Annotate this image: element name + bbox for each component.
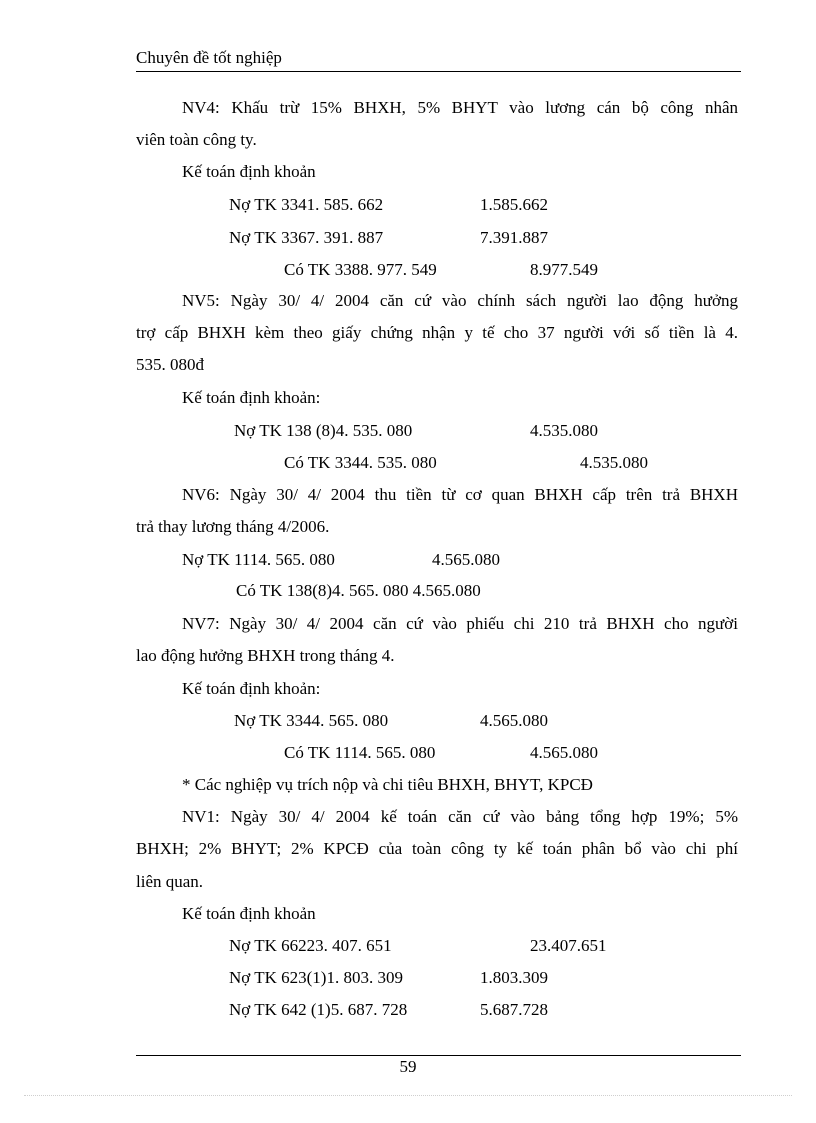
paragraph-line: 535. 080đ — [136, 355, 204, 374]
paragraph-line: NV7: Ngày 30/ 4/ 2004 căn cứ vào phiếu chi 210 trả BHXH cho người — [182, 614, 738, 633]
entry-account: Nợ TK 3341. 585. 662 — [229, 195, 384, 214]
entry-amount: 4.565.080 — [432, 550, 500, 569]
entry-account: Có TK 3388. 977. 549 — [284, 260, 437, 279]
entry-account: Nợ TK 3344. 565. 080 — [234, 711, 389, 730]
paragraph-line: Kế toán định khoản — [182, 904, 316, 923]
paragraph-line: NV4: Khấu trừ 15% BHXH, 5% BHYT vào lương cán bộ công nhân — [182, 98, 738, 117]
entry-account: Nợ TK 66223. 407. 651 — [229, 936, 392, 955]
paragraph-line: liên quan. — [136, 872, 204, 891]
paragraph-line: NV1: Ngày 30/ 4/ 2004 kế toán căn cứ vào bảng tổng hợp 19%; 5% — [182, 807, 738, 826]
entry-amount: 4.565.080 — [480, 711, 548, 730]
entry-amount: 1.585.662 — [480, 195, 548, 214]
entry-account: Nợ TK 138 (8)4. 535. 080 — [234, 421, 413, 440]
entry-amount: 4.565.080 — [530, 743, 598, 762]
entry-amount: 4.535.080 — [530, 421, 598, 440]
paragraph-line: Kế toán định khoản: — [182, 679, 321, 698]
page-header-title: Chuyên đề tốt nghiệp — [136, 48, 282, 67]
entry-amount: 8.977.549 — [530, 260, 598, 279]
paragraph-line: BHXH; 2% BHYT; 2% KPCĐ của toàn công ty kế toán phân bổ vào chi phí — [136, 839, 738, 858]
footer-rule — [136, 1055, 741, 1056]
page-bottom-border — [24, 1095, 792, 1096]
section-heading: * Các nghiệp vụ trích nộp và chi tiêu BHXH, BHYT, KPCĐ — [182, 775, 593, 794]
entry-amount: 23.407.651 — [530, 936, 607, 955]
paragraph-line: NV5: Ngày 30/ 4/ 2004 căn cứ vào chính sách người lao động hưởng — [182, 291, 738, 310]
paragraph-line: trả thay lương tháng 4/2006. — [136, 517, 330, 536]
entry-account: Nợ TK 642 (1)5. 687. 728 — [229, 1000, 408, 1019]
paragraph-line: Kế toán định khoản: — [182, 388, 321, 407]
entry-account: Nợ TK 623(1)1. 803. 309 — [229, 968, 403, 987]
header-rule — [136, 71, 741, 72]
entry-account: Có TK 1114. 565. 080 — [284, 743, 436, 762]
entry-amount: 5.687.728 — [480, 1000, 548, 1019]
entry-account: Nợ TK 1114. 565. 080 — [182, 550, 335, 569]
paragraph-line: trợ cấp BHXH kèm theo giấy chứng nhận y tế cho 37 người với số tiền là 4. — [136, 323, 738, 342]
entry-amount: 4.535.080 — [580, 453, 648, 472]
page-number: 59 — [399, 1057, 417, 1076]
entry-line: Có TK 138(8)4. 565. 080 4.565.080 — [236, 581, 481, 600]
entry-account: Có TK 3344. 535. 080 — [284, 453, 437, 472]
paragraph-line: lao động hưởng BHXH trong tháng 4. — [136, 646, 395, 665]
entry-amount: 1.803.309 — [480, 968, 548, 987]
entry-amount: 7.391.887 — [480, 228, 548, 247]
paragraph-line: NV6: Ngày 30/ 4/ 2004 thu tiền từ cơ quan BHXH cấp trên trả BHXH — [182, 485, 738, 504]
paragraph-line: viên toàn công ty. — [136, 130, 257, 149]
entry-account: Nợ TK 3367. 391. 887 — [229, 228, 384, 247]
paragraph-line: Kế toán định khoản — [182, 162, 316, 181]
